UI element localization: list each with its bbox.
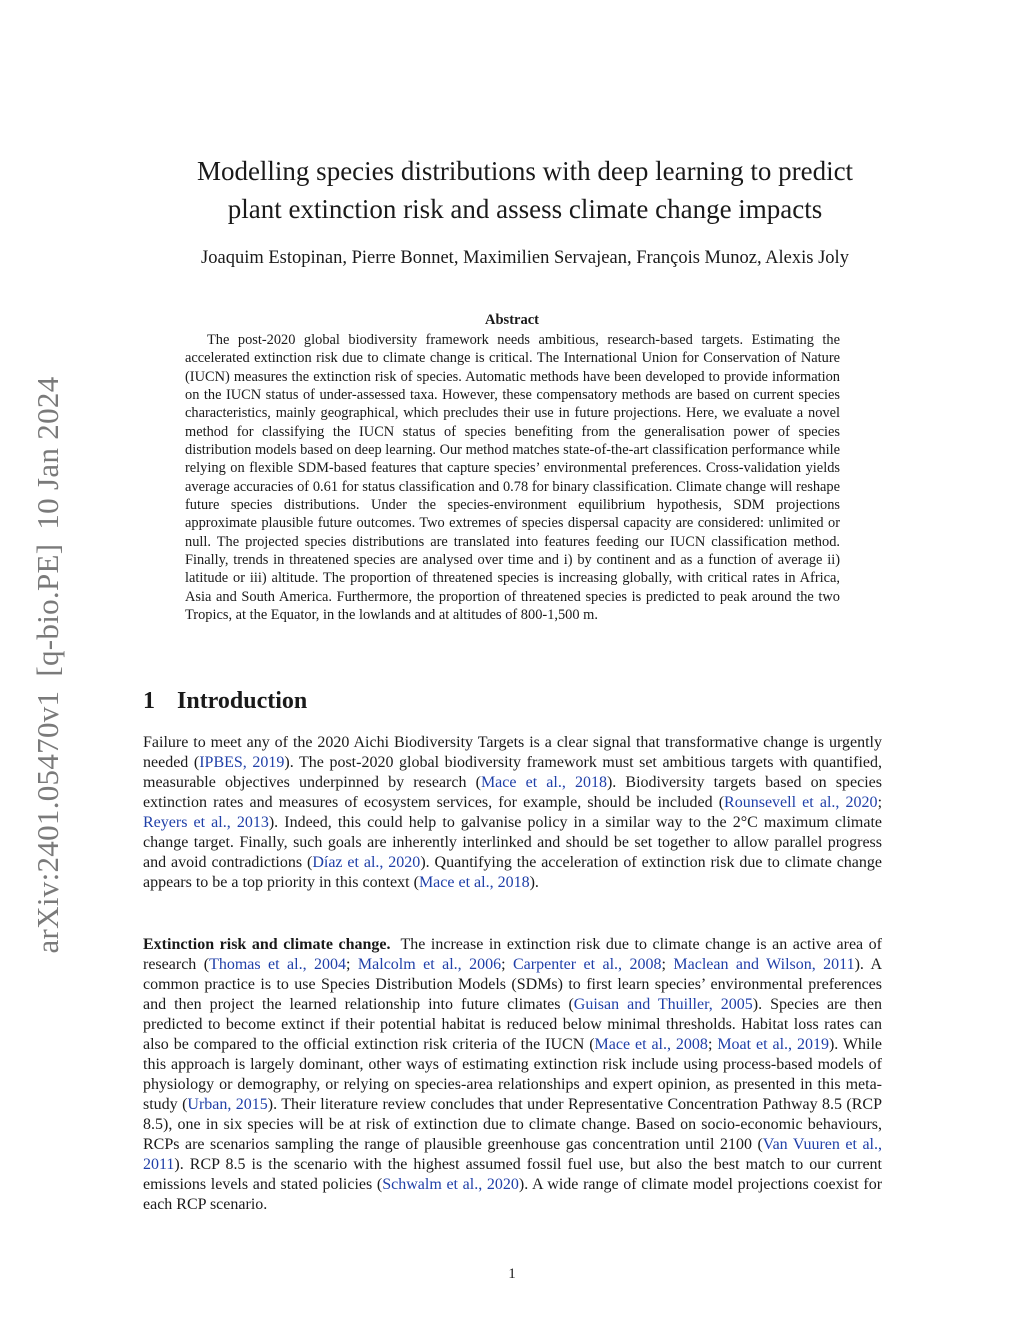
arxiv-id: arXiv:2401.05470v1	[30, 690, 65, 954]
abstract-heading: Abstract	[485, 312, 539, 328]
text-run: ). Biodiversity targets based on species extinction rates and measures of ecosystem services, for example, should be included (	[143, 774, 882, 811]
citation-link[interactable]: Moat et al., 2019	[717, 1036, 829, 1053]
text-run: ). A common practice is to use Species Distribution Models (SDMs) to first learn species’ environmental preferences and then project the learned relationship into future climates (	[143, 956, 883, 1013]
arxiv-category: [q-bio.PE]	[30, 543, 65, 677]
citation-link[interactable]: Van Vuuren et al., 2011	[143, 1136, 882, 1173]
page-number: 1	[508, 1266, 516, 1282]
citation-link[interactable]: Schwalm et al., 2020	[382, 1176, 519, 1193]
text-run: ). Species are then predicted to become extinct if their potential habitat is reduced below minimal thresholds. Habitat loss rates can also be compared to the official extinction risk criteria of the IUCN (	[143, 996, 883, 1053]
arxiv-date: 10 Jan 2024	[30, 376, 65, 530]
section-number: 1	[143, 688, 155, 714]
text-run: ). While this approach is largely dominant, other ways of estimating extinction risk include using process-based models of physiology or demography, or relying on species-area relationships and expert opinion, as presented in this meta-study (	[143, 1036, 883, 1113]
abstract-text: The post-2020 global biodiversity framework needs ambitious, research-based targets. Estimating the accelerated extinction risk due to climate change is critical. The International Union for Conservation of Nature (IUCN) measures the extinction risk of species. Automatic methods have been developed to provide information on the IUCN status of under-assessed taxa. However, these compensatory methods are based on current species characteristics, mainly geographical, which precludes their use in future projections. Here, we evaluate a novel method for classifying the IUCN status of species benefiting from the generalisation power of species distribution models based on deep learning. Our method matches state-of-the-art classification performance while relying on flexible SDM-based features that capture species’ environmental preferences. Cross-validation yields average accuracies of 0.61 for status classification and 0.78 for binary classification. Climate change will reshape future species distributions. Under the species-environment equilibrium hypothesis, SDM projections approximate plausible future outcomes. Two extremes of species dispersal capacity are considered: unlimited or null. The projected species distributions are translated into features feeding our IUCN classification method. Finally, trends in threatened species are analysed over time and i) by continent and as a function of average ii) latitude or iii) altitude. The proportion of threatened species is increasing globally, with critical rates in Africa, Asia and South America. Furthermore, the proportion of threatened species is predicted to peak around the two Tropics, at the Equator, in the lowlands and at altitudes of 800-1,500 m.	[185, 332, 840, 624]
title-line-1: Modelling species distributions with deep learning to predict	[196, 156, 854, 186]
text-run: The increase in extinction risk due to climate change is an active area of research (	[143, 936, 883, 973]
citation-link[interactable]: Urban, 2015	[187, 1096, 268, 1113]
text-run: ;	[661, 956, 674, 973]
citation-link[interactable]: Malcolm et al., 2006	[357, 956, 502, 973]
text-run: Failure to meet any of the 2020 Aichi Biodiversity Targets is a clear signal that transformative change is urgently needed (	[143, 734, 882, 771]
citation-link[interactable]: Reyers et al., 2013	[143, 814, 269, 831]
text-run: ). RCP 8.5 is the scenario with the highest assumed fossil fuel use, but also the best match to our current emissions levels and stated policies (	[143, 1156, 882, 1193]
text-run: ). Their literature review concludes that under Representative Concentration Pathway 8.5 (RCP 8.5), one in six species will be at risk of extinction due to climate change. Based on socio-economic behaviours, RCPs are scenarios sampling the range of plausible greenhouse gas concentration until 2100 (	[143, 1096, 882, 1153]
citation-link[interactable]: Díaz et al., 2020	[312, 854, 421, 871]
section-title: Introduction	[177, 688, 308, 714]
citation-link[interactable]: Mace et al., 2008	[594, 1036, 708, 1053]
citation-link[interactable]: Guisan and Thuiller, 2005	[573, 996, 753, 1013]
intro-paragraph-2	[143, 935, 882, 1215]
paragraph-run-in-heading: Extinction risk and climate change.	[143, 936, 391, 953]
text-run: ). Indeed, this could help to galvanise policy in a similar way to the 2°C maximum climate change target. Finally, such goals are inherently interlinked and should be set together to allow parallel progress and avoid contradictions (	[143, 814, 882, 871]
citation-link[interactable]: Thomas et al., 2004	[209, 956, 347, 973]
citation-link[interactable]: IPBES, 2019	[199, 754, 285, 771]
text-run: ;	[501, 956, 513, 973]
text-run: ;	[877, 794, 883, 811]
author-list: Joaquim Estopinan, Pierre Bonnet, Maximilien Servajean, François Munoz, Alexis Joly	[201, 248, 849, 268]
citation-link[interactable]: Mace et al., 2018	[418, 874, 530, 891]
text-run: ;	[707, 1036, 718, 1053]
text-run: ).	[529, 874, 539, 891]
text-run: ). The post-2020 global biodiversity framework must set ambitious targets with quantified, measurable objectives underpinned by research (	[143, 754, 882, 791]
arxiv-sidebar-stamp	[30, 363, 66, 954]
citation-link[interactable]: Mace et al., 2018	[480, 774, 607, 791]
citation-link[interactable]: Rounsevell et al., 2020	[724, 794, 878, 811]
citation-link[interactable]: Maclean and Wilson, 2011	[673, 956, 855, 973]
text-run: ;	[346, 956, 358, 973]
citation-link[interactable]: Carpenter et al., 2008	[513, 956, 662, 973]
paper-title	[140, 152, 910, 228]
section-heading	[143, 688, 307, 715]
text-run: ). Quantifying the acceleration of extinction risk due to climate change appears to be a top priority in this context (	[143, 854, 883, 891]
text-run: ). A wide range of climate model projections coexist for each RCP scenario.	[143, 1176, 883, 1213]
intro-paragraph-1	[143, 733, 882, 893]
title-line-2: plant extinction risk and assess climate change impacts	[227, 194, 823, 224]
